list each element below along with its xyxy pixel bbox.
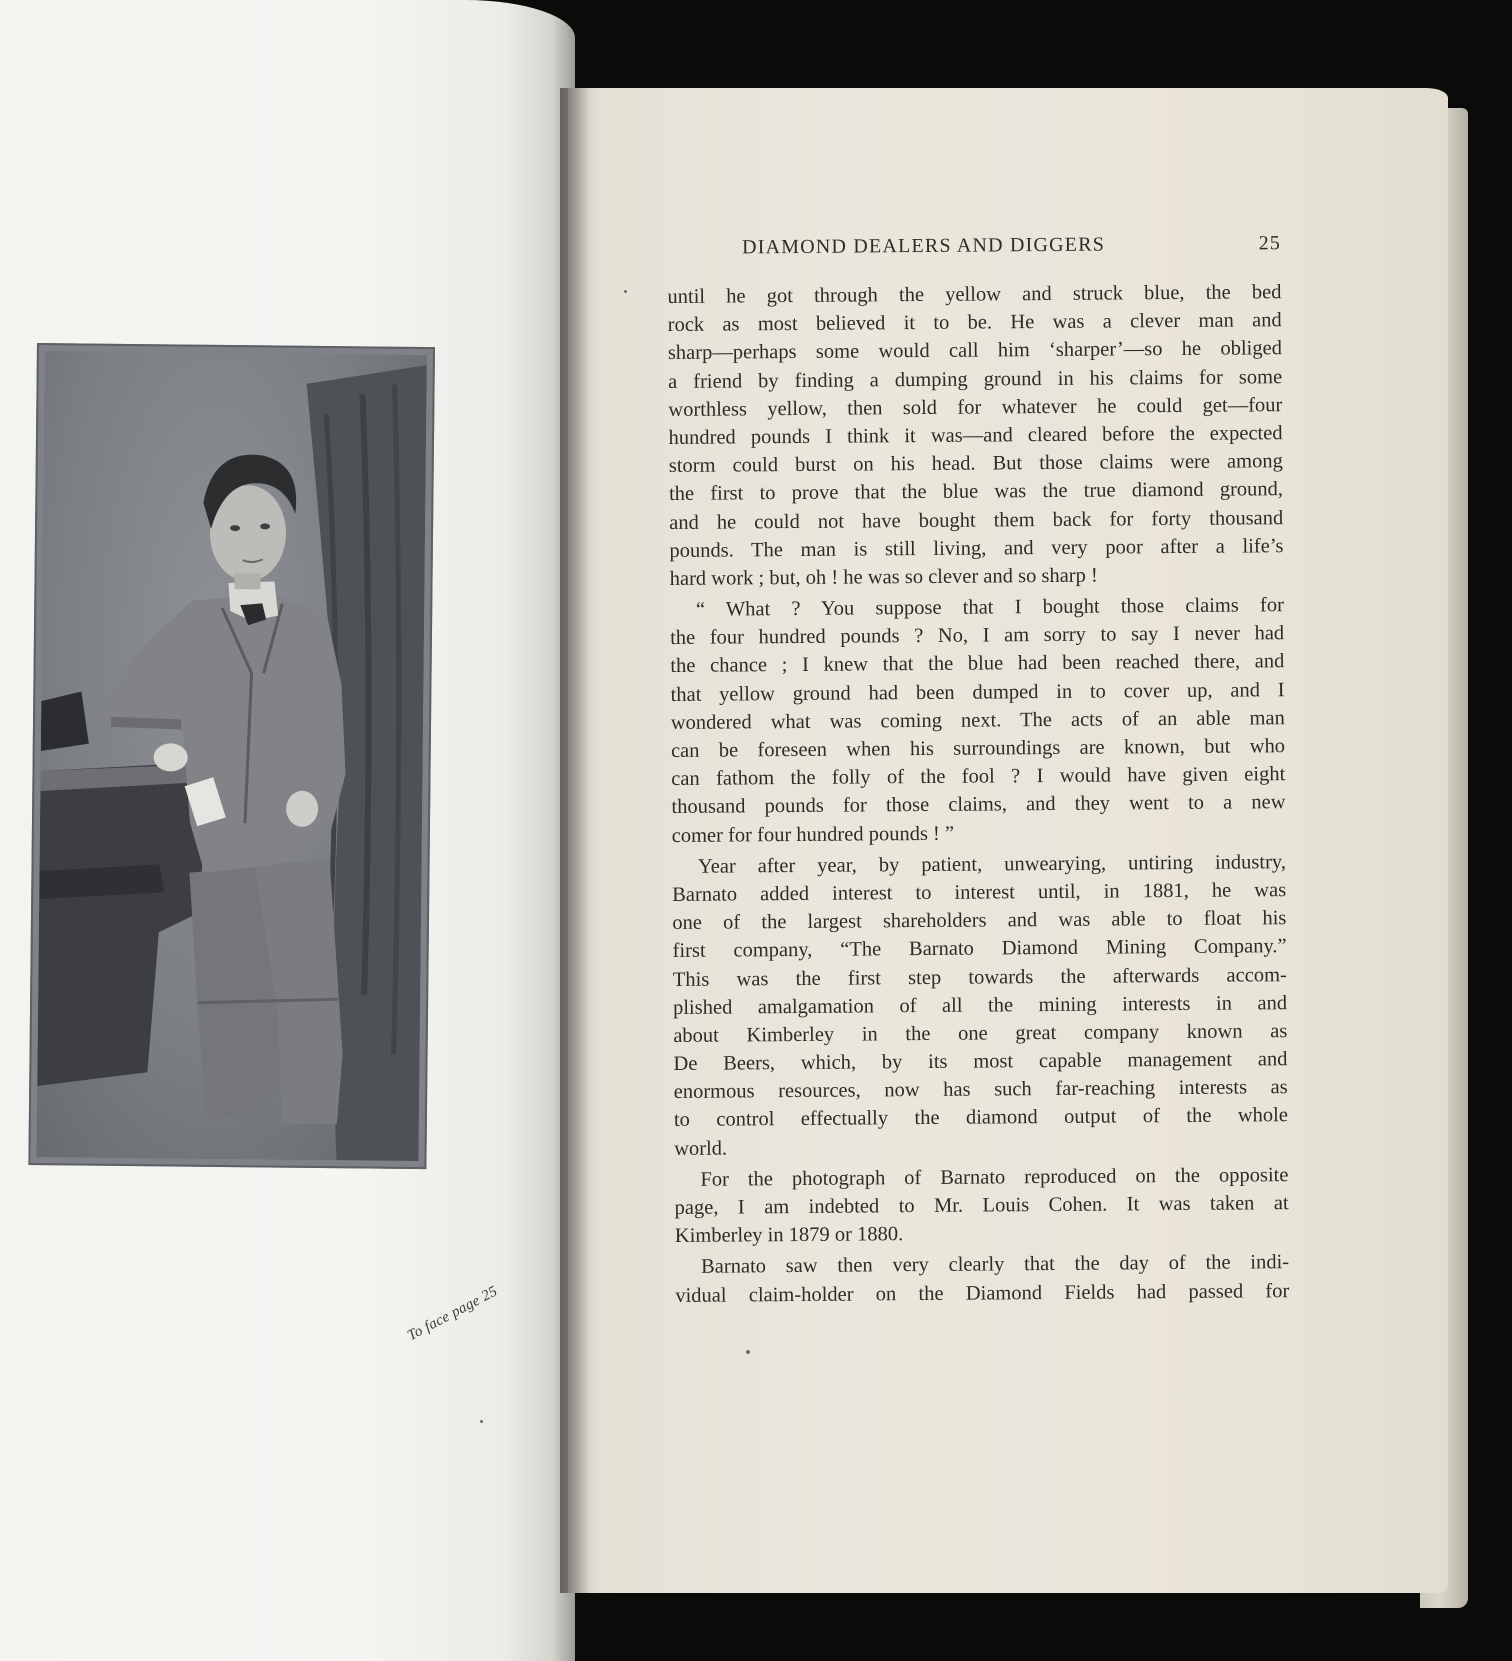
- text-line: about Kimberley in the one great company known as: [673, 1020, 1288, 1047]
- gutter-shadow: [560, 88, 590, 1593]
- paragraph: [674, 1161, 1289, 1250]
- text-line: can be foreseen when his surroundings are known, but who: [670, 735, 1286, 762]
- text-line: the chance ; I knew that the blue had been reached there, and: [670, 650, 1285, 678]
- text-line: to control effectually the diamond output of the whole: [673, 1104, 1289, 1132]
- text-line: comer for four hundred pounds ! ”: [671, 822, 955, 847]
- running-head: [667, 232, 1281, 277]
- text-line: Kimberley in 1879 or 1880.: [674, 1223, 904, 1248]
- text-line: vidual claim-holder on the Diamond Fields had passed for: [675, 1279, 1290, 1307]
- text-line: sharp—perhaps some would call him ‘sharper’—so he obliged: [667, 337, 1282, 365]
- text-line: that yellow ground had been dumped in to cover up, and I: [670, 678, 1285, 706]
- text-line: worthless yellow, then sold for whatever he could get—four: [668, 393, 1283, 421]
- text-line: hard work ; but, oh ! he was so clever and so sharp !: [669, 564, 1098, 590]
- portrait-photograph: [36, 351, 426, 1161]
- text-line: Barnato saw then very clearly that the day of the indi-: [701, 1251, 1290, 1279]
- page-number: 25: [1258, 232, 1282, 255]
- paper-speck: [746, 1350, 750, 1354]
- text-line: plished amalgamation of all the mining interests in and: [672, 991, 1288, 1019]
- text-line: wondered what was coming next. The acts of an able man: [670, 706, 1285, 734]
- photo-plate: [28, 343, 435, 1169]
- photo-frame: [28, 343, 435, 1169]
- text-line: For the photograph of Barnato reproduced on the opposite: [700, 1163, 1289, 1191]
- text-line: Barnato added interest to interest until, in 1881, he was: [672, 879, 1287, 906]
- text-line: and he could not have bought them back for forty thousand: [669, 506, 1284, 534]
- text-line: This was the first step towards the afterwards accom-: [672, 963, 1287, 991]
- paragraph: [667, 278, 1283, 593]
- page-text-block: [667, 232, 1289, 1310]
- running-head-title: DIAMOND DEALERS AND DIGGERS: [741, 233, 1106, 259]
- text-line: the four hundred pounds ? No, I am sorry to say I never had: [670, 622, 1285, 650]
- paper-speck: [624, 290, 627, 293]
- text-line: until he got through the yellow and struck blue, the bed: [667, 281, 1282, 308]
- text-line: a friend by finding a dumping ground in his claims for some: [668, 365, 1283, 393]
- text-line: thousand pounds for those claims, and they went to a new: [671, 791, 1286, 819]
- text-line: world.: [674, 1137, 728, 1160]
- paragraph: [672, 848, 1288, 1163]
- text-line: De Beers, which, by its most capable management and: [673, 1048, 1288, 1076]
- text-line: first company, “The Barnato Diamond Mining Company.”: [672, 935, 1287, 963]
- text-line: the first to prove that the blue was the true diamond ground,: [668, 478, 1284, 506]
- text-line: hundred pounds I think it was—and cleared before the expected: [668, 422, 1283, 449]
- text-line: pounds. The man is still living, and very poor after a life’s: [669, 534, 1284, 562]
- text-line: can fathom the folly of the fool ? I would have given eight: [671, 763, 1286, 791]
- text-line: page, I am indebted to Mr. Louis Cohen. It was taken at: [674, 1192, 1289, 1219]
- text-line: Year after year, by patient, unwearying, untiring industry,: [697, 850, 1287, 878]
- text-line: storm could burst on his head. But those claims were among: [668, 450, 1283, 478]
- paper-speck: [480, 1420, 483, 1423]
- text-line: rock as most believed it to be. He was a clever man and: [667, 309, 1282, 337]
- paragraph: [670, 591, 1286, 850]
- plate-caption: To face page 25: [405, 1283, 501, 1345]
- paragraph: [675, 1249, 1289, 1310]
- portrait-illustration: [36, 351, 426, 1161]
- text-line: “ What ? You suppose that I bought those claims for: [695, 594, 1284, 621]
- left-page: [0, 0, 575, 1661]
- text-line: one of the largest shareholders and was able to float his: [672, 907, 1287, 935]
- text-line: enormous resources, now has such far-reaching interests as: [673, 1076, 1288, 1104]
